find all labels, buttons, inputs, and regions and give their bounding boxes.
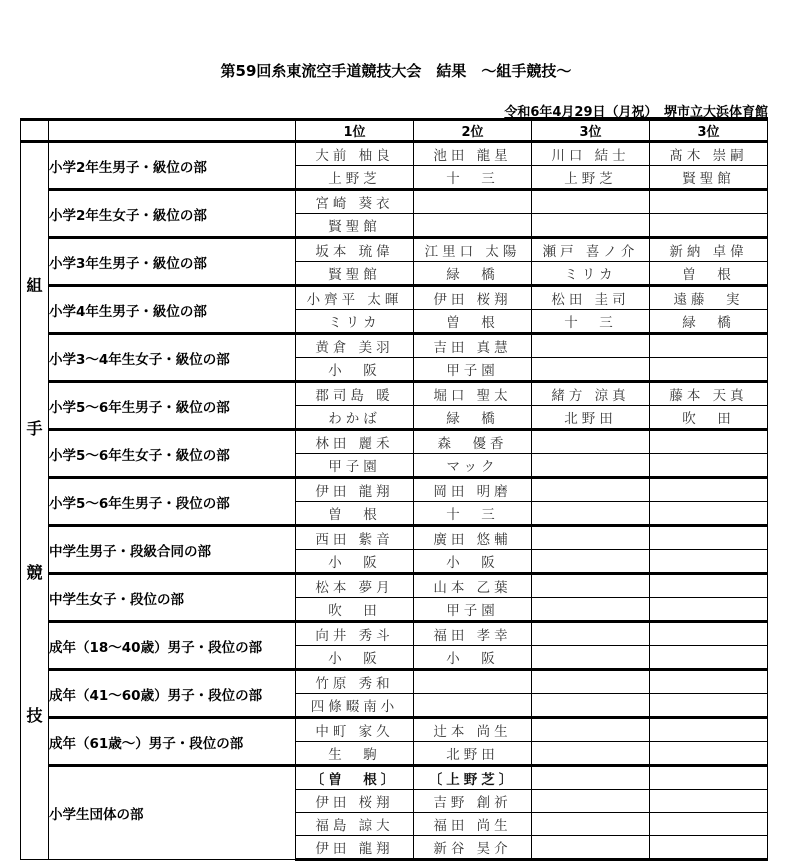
place-1st-cell: 伊田 桜翔 (296, 790, 414, 813)
document-title: 第59回糸東流空手道競技大会 結果 ～組手競技～ (220, 62, 572, 80)
place-3rd-cell (532, 742, 650, 766)
header-1st-place: 1位 (296, 120, 414, 142)
place-1st-cell: 曽 根 (296, 502, 414, 526)
place-3rd-cell (532, 622, 650, 646)
place-3rd-cell-b: 髙木 崇嗣 (650, 142, 768, 166)
table-row (21, 526, 768, 550)
place-1st-cell: 小 阪 (296, 646, 414, 670)
place-2nd-cell (414, 694, 532, 718)
place-2nd-cell: 甲子園 (414, 358, 532, 382)
place-3rd-cell-b (650, 190, 768, 214)
place-3rd-cell-b (650, 598, 768, 622)
place-1st-cell: 甲子園 (296, 454, 414, 478)
place-2nd-cell: 緑 橋 (414, 262, 532, 286)
place-1st-cell: 郡司島 暖 (296, 382, 414, 406)
place-3rd-cell-b (650, 813, 768, 836)
table-header-row (21, 120, 768, 142)
division-name: 中学生女子・段位の部 (49, 574, 296, 622)
place-2nd-cell: マック (414, 454, 532, 478)
place-3rd-cell (532, 358, 650, 382)
place-2nd-cell: 甲子園 (414, 598, 532, 622)
place-1st-cell: 伊田 龍翔 (296, 836, 414, 860)
division-name: 小学4年生男子・級位の部 (49, 286, 296, 334)
place-3rd-cell (532, 334, 650, 358)
table-row (21, 766, 768, 790)
place-2nd-cell: 小 阪 (414, 550, 532, 574)
place-1st-cell: 中町 家久 (296, 718, 414, 742)
place-3rd-cell (532, 646, 650, 670)
division-name: 小学3年生男子・級位の部 (49, 238, 296, 286)
place-2nd-cell: 〔上野芝〕 (414, 766, 532, 790)
place-3rd-cell (532, 454, 650, 478)
place-3rd-cell (532, 502, 650, 526)
place-3rd-cell-b: 曽 根 (650, 262, 768, 286)
place-3rd-cell (532, 598, 650, 622)
place-3rd-cell-b (650, 526, 768, 550)
place-1st-cell: ミリカ (296, 310, 414, 334)
place-3rd-cell (532, 670, 650, 694)
place-1st-cell: 生 駒 (296, 742, 414, 766)
division-name: 小学5～6年生女子・級位の部 (49, 430, 296, 478)
division-name: 成年（41～60歳）男子・段位の部 (49, 670, 296, 718)
place-3rd-cell: 松田 圭司 (532, 286, 650, 310)
table-row (21, 670, 768, 694)
results-body (21, 142, 768, 860)
table-row (21, 334, 768, 358)
place-1st-cell: 四條畷南小 (296, 694, 414, 718)
header-category (21, 120, 49, 142)
place-3rd-cell-b (650, 430, 768, 454)
division-name: 成年（61歳～）男子・段位の部 (49, 718, 296, 766)
place-2nd-cell: 吉野 創祈 (414, 790, 532, 813)
table-row (21, 622, 768, 646)
place-3rd-cell-b (650, 478, 768, 502)
table-row (21, 190, 768, 214)
place-3rd-cell-b (650, 214, 768, 238)
place-1st-cell: 小 阪 (296, 550, 414, 574)
place-1st-cell: 〔曽 根〕 (296, 766, 414, 790)
place-3rd-cell-b: 新納 卓偉 (650, 238, 768, 262)
place-1st-cell: 林田 麗禾 (296, 430, 414, 454)
place-3rd-cell (532, 526, 650, 550)
table-row (21, 718, 768, 742)
place-2nd-cell: 池田 龍星 (414, 142, 532, 166)
place-3rd-cell-b (650, 502, 768, 526)
place-3rd-cell (532, 694, 650, 718)
place-3rd-cell-b (650, 454, 768, 478)
header-3rd-place-b: 3位 (650, 120, 768, 142)
place-3rd-cell (532, 550, 650, 574)
place-3rd-cell-b (650, 574, 768, 598)
place-1st-cell: 宮崎 葵衣 (296, 190, 414, 214)
division-name: 成年（18～40歳）男子・段位の部 (49, 622, 296, 670)
division-name: 中学生男子・段級合同の部 (49, 526, 296, 574)
place-3rd-cell: 上野芝 (532, 166, 650, 190)
table-row (21, 574, 768, 598)
place-1st-cell: 西田 紫音 (296, 526, 414, 550)
event-date-venue: 令和6年4月29日（月祝） 堺市立大浜体育館 (504, 105, 768, 120)
place-3rd-cell-b: 遠藤 実 (650, 286, 768, 310)
division-name: 小学生団体の部 (49, 766, 296, 860)
place-2nd-cell: 曽 根 (414, 310, 532, 334)
place-2nd-cell: 森 優香 (414, 430, 532, 454)
place-3rd-cell (532, 813, 650, 836)
place-3rd-cell-b (650, 718, 768, 742)
division-name: 小学3～4年生女子・級位の部 (49, 334, 296, 382)
place-3rd-cell (532, 430, 650, 454)
place-2nd-cell: 江里口 太陽 (414, 238, 532, 262)
place-3rd-cell-b (650, 550, 768, 574)
place-3rd-cell (532, 718, 650, 742)
place-3rd-cell: 川口 結士 (532, 142, 650, 166)
place-2nd-cell: 新谷 昊介 (414, 836, 532, 860)
category-label-kumite (21, 142, 49, 860)
place-3rd-cell-b: 吹 田 (650, 406, 768, 430)
place-3rd-cell-b (650, 694, 768, 718)
place-3rd-cell: 十 三 (532, 310, 650, 334)
place-2nd-cell: 辻本 尚生 (414, 718, 532, 742)
place-2nd-cell (414, 190, 532, 214)
place-1st-cell: 竹原 秀和 (296, 670, 414, 694)
place-3rd-cell (532, 190, 650, 214)
place-1st-cell: 伊田 龍翔 (296, 478, 414, 502)
category-char: 組 (26, 276, 43, 296)
table-row (21, 478, 768, 502)
place-2nd-cell: 緑 橋 (414, 406, 532, 430)
place-1st-cell: 福島 諒大 (296, 813, 414, 836)
place-2nd-cell: 北野田 (414, 742, 532, 766)
place-3rd-cell-b: 緑 橋 (650, 310, 768, 334)
place-2nd-cell: 福田 尚生 (414, 813, 532, 836)
place-3rd-cell (532, 478, 650, 502)
place-1st-cell: 小齊平 太暉 (296, 286, 414, 310)
division-name: 小学2年生女子・級位の部 (49, 190, 296, 238)
place-2nd-cell: 吉田 真慧 (414, 334, 532, 358)
table-row (21, 286, 768, 310)
category-char: 技 (26, 705, 43, 725)
place-1st-cell: 小 阪 (296, 358, 414, 382)
place-1st-cell: 大前 柚良 (296, 142, 414, 166)
place-2nd-cell (414, 670, 532, 694)
place-1st-cell: 賢聖館 (296, 214, 414, 238)
place-1st-cell: 上野芝 (296, 166, 414, 190)
place-2nd-cell: 堀口 聖太 (414, 382, 532, 406)
place-3rd-cell-b: 賢聖館 (650, 166, 768, 190)
place-3rd-cell (532, 214, 650, 238)
division-name: 小学5～6年生男子・級位の部 (49, 382, 296, 430)
place-3rd-cell-b (650, 334, 768, 358)
place-2nd-cell: 福田 孝幸 (414, 622, 532, 646)
table-row (21, 382, 768, 406)
place-1st-cell: 黄倉 美羽 (296, 334, 414, 358)
header-3rd-place-a: 3位 (532, 120, 650, 142)
category-char: 競 (26, 562, 43, 582)
place-1st-cell: 吹 田 (296, 598, 414, 622)
place-3rd-cell (532, 766, 650, 790)
place-1st-cell: 賢聖館 (296, 262, 414, 286)
place-2nd-cell: 廣田 悠輔 (414, 526, 532, 550)
place-3rd-cell-b (650, 622, 768, 646)
place-1st-cell: 向井 秀斗 (296, 622, 414, 646)
place-3rd-cell-b (650, 646, 768, 670)
place-1st-cell: 松本 夢月 (296, 574, 414, 598)
place-3rd-cell: 北野田 (532, 406, 650, 430)
place-1st-cell: わかば (296, 406, 414, 430)
place-3rd-cell (532, 790, 650, 813)
table-row (21, 142, 768, 166)
place-2nd-cell: 十 三 (414, 502, 532, 526)
table-row (21, 238, 768, 262)
place-3rd-cell-b (650, 742, 768, 766)
place-3rd-cell-b (650, 766, 768, 790)
division-name: 小学5～6年生男子・段位の部 (49, 478, 296, 526)
place-2nd-cell: 伊田 桜翔 (414, 286, 532, 310)
header-2nd-place: 2位 (414, 120, 532, 142)
place-3rd-cell-b (650, 670, 768, 694)
place-3rd-cell: 瀬戸 喜ノ介 (532, 238, 650, 262)
results-table (20, 118, 768, 861)
place-3rd-cell: 緒方 涼真 (532, 382, 650, 406)
place-3rd-cell-b (650, 358, 768, 382)
place-3rd-cell: ミリカ (532, 262, 650, 286)
place-2nd-cell (414, 214, 532, 238)
category-char: 手 (26, 419, 43, 439)
place-2nd-cell: 小 阪 (414, 646, 532, 670)
place-2nd-cell: 山本 乙葉 (414, 574, 532, 598)
place-2nd-cell: 十 三 (414, 166, 532, 190)
place-3rd-cell (532, 574, 650, 598)
table-row (21, 430, 768, 454)
place-1st-cell: 坂本 琉偉 (296, 238, 414, 262)
division-name: 小学2年生男子・級位の部 (49, 142, 296, 190)
header-division (49, 120, 296, 142)
place-3rd-cell-b: 藤本 天真 (650, 382, 768, 406)
place-3rd-cell-b (650, 790, 768, 813)
place-2nd-cell: 岡田 明磨 (414, 478, 532, 502)
